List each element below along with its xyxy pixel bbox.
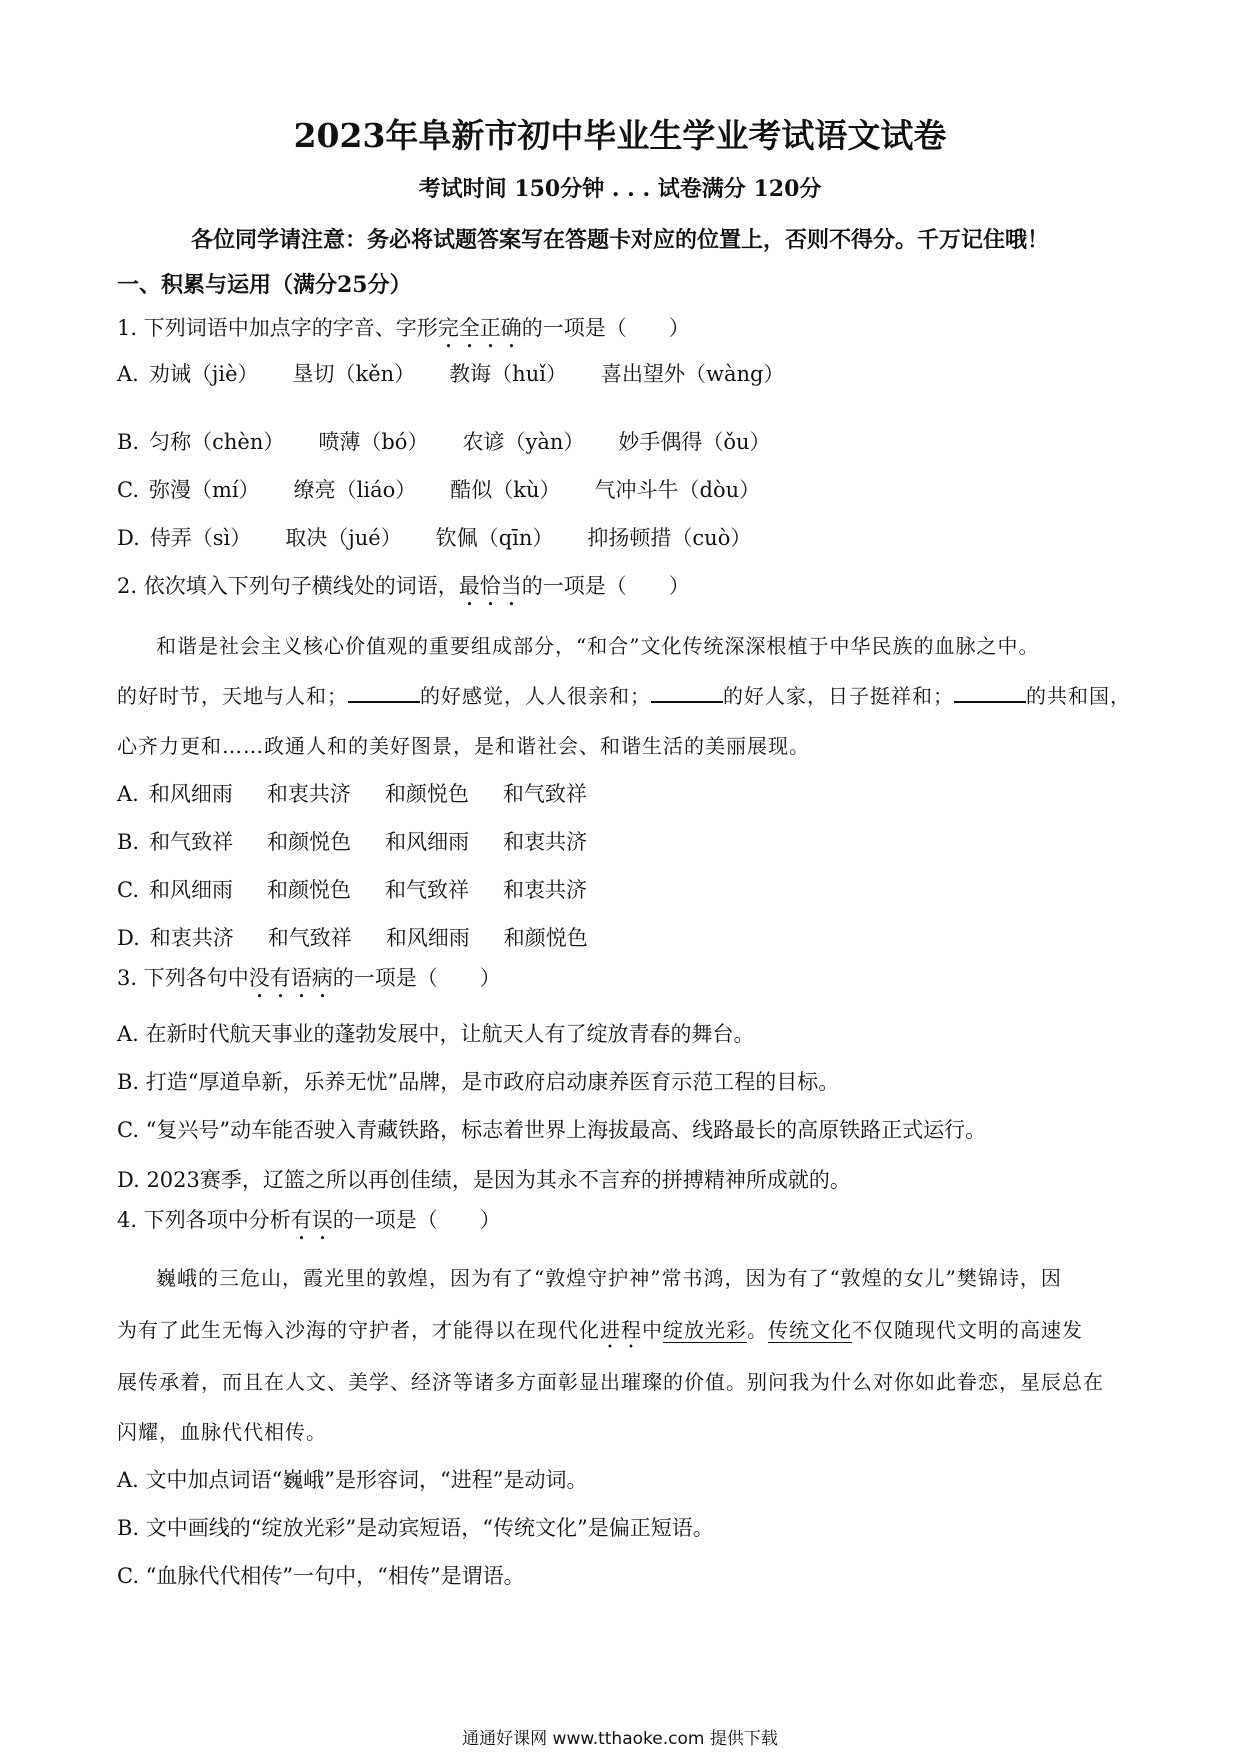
question-4-option-a[interactable]: A. 文中加点词语“巍峨”是形容词，“进程”是动词。 <box>117 1468 588 1492</box>
question-1-option-a[interactable]: A. 劝诫（jiè） 垦切（kěn） 教诲（huǐ） 喜出望外（wàng） <box>117 362 785 386</box>
passage-2-line-2: 的好时节，天地与人和； 的好感觉，人人很亲和； 的好人家，日子挺祥和； 的共和国， <box>117 684 1131 708</box>
emphasis-dotted: 没有语病 <box>248 966 333 990</box>
question-2-option-b[interactable]: B. 和气致祥 和颜悦色 和风细雨 和衷共济 <box>117 830 588 854</box>
answer-blank <box>651 683 723 703</box>
exam-info: 考试时间 150分钟 . . . 试卷满分 120分 <box>418 176 822 202</box>
question-2-option-a[interactable]: A. 和风细雨 和衷共济 和颜悦色 和气致祥 <box>117 782 587 806</box>
question-4-stem: 4. 下列各项中分析有误的一项是（ ） <box>117 1208 501 1232</box>
emphasis-dotted: 进程 <box>600 1318 642 1342</box>
emphasis-dotted: 有误 <box>290 1208 333 1232</box>
passage-4-line-1: 巍峨的三危山，霞光里的敦煌，因为有了“敦煌守护神”常书鸿，因为有了“敦煌的女儿”樊锦诗，因 <box>156 1266 1062 1290</box>
underlined-phrase: 传统文化 <box>768 1318 852 1342</box>
footer-credit: 通通好课网 www.tthaoke.com 提供下载 <box>462 1729 778 1749</box>
question-2-option-d[interactable]: D. 和衷共济 和气致祥 和风细雨 和颜悦色 <box>117 926 588 950</box>
passage-4-line-4: 闪耀，血脉代代相传。 <box>117 1420 327 1444</box>
question-1-option-b[interactable]: B. 匀称（chèn） 喷薄（bó） 农谚（yàn） 妙手偶得（ǒu） <box>117 430 771 454</box>
passage-2-line-1: 和谐是社会主义核心价值观的重要组成部分，“和合”文化传统深深根植于中华民族的血脉之中。 <box>156 634 1040 658</box>
emphasis-dotted: 最恰当 <box>458 574 522 598</box>
section-heading: 一、积累与运用（满分25分） <box>117 272 412 298</box>
question-3-option-b[interactable]: B. 打造“厚道阜新，乐养无忧”品牌，是市政府启动康养医育示范工程的目标。 <box>117 1070 840 1094</box>
question-2-option-c[interactable]: C. 和风细雨 和颜悦色 和气致祥 和衷共济 <box>117 878 587 902</box>
answer-blank <box>954 683 1026 703</box>
exam-title: 2023年阜新市初中毕业生学业考试语文试卷 <box>293 116 947 155</box>
question-1-stem: 1. 下列词语中加点字的字音、字形完全正确的一项是（ ） <box>117 316 690 340</box>
question-4-option-c[interactable]: C. “血脉代代相传”一句中，“相传”是谓语。 <box>117 1564 525 1588</box>
question-3-option-a[interactable]: A. 在新时代航天事业的蓬勃发展中，让航天人有了绽放青春的舞台。 <box>117 1022 755 1046</box>
emphasis-dotted: 完全正确 <box>437 316 522 340</box>
question-2-stem: 2. 依次填入下列句子横线处的词语，最恰当的一项是（ ） <box>117 574 690 598</box>
underlined-phrase: 绽放光彩 <box>663 1318 747 1342</box>
question-3-stem: 3. 下列各句中没有语病的一项是（ ） <box>117 966 501 990</box>
passage-4-line-2: 为有了此生无悔入沙海的守护者，才能得以在现代化进程中绽放光彩。传统文化不仅随现代文明的高速发 <box>117 1318 1083 1342</box>
question-3-option-c[interactable]: C. “复兴号”动车能否驶入青藏铁路，标志着世界上海拔最高、线路最长的高原铁路正式运行。 <box>117 1118 987 1142</box>
question-3-option-d[interactable]: D. 2023赛季，辽篮之所以再创佳绩，是因为其永不言弃的拼搏精神所成就的。 <box>117 1168 851 1192</box>
passage-4-line-3: 展传承着，而且在人文、美学、经济等诸多方面彰显出璀璨的价值。别问我为什么对你如此眷恋，星辰总在 <box>117 1370 1104 1394</box>
answer-blank <box>348 683 420 703</box>
exam-notice: 各位同学请注意：务必将试题答案写在答题卡对应的位置上，否则不得分。千万记住哦！ <box>190 227 1049 253</box>
passage-2-line-3: 心齐力更和……政通人和的美好图景，是和谐社会、和谐生活的美丽展现。 <box>117 734 810 758</box>
question-1-option-d[interactable]: D. 侍弄（sì） 取决（jué） 钦佩（qīn） 抑扬顿措（cuò） <box>117 526 752 550</box>
question-1-option-c[interactable]: C. 弥漫（mí） 缭亮（liáo） 酷似（kù） 气冲斗牛（dòu） <box>117 478 761 502</box>
question-4-option-b[interactable]: B. 文中画线的“绽放光彩”是动宾短语，“传统文化”是偏正短语。 <box>117 1516 714 1540</box>
